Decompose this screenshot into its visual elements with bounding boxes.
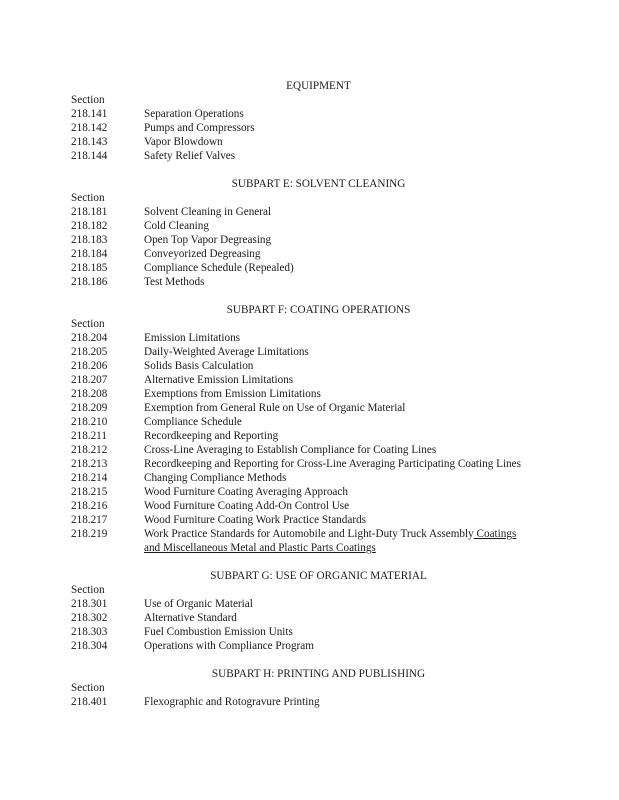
section-number: 218.208 — [71, 388, 108, 400]
section-number: 218.183 — [71, 234, 108, 246]
section-title: Solids Basis Calculation — [144, 360, 254, 372]
section-number: 218.209 — [71, 402, 108, 414]
section-title: Fuel Combustion Emission Units — [144, 626, 293, 638]
toc-row — [0, 275, 619, 289]
subpart-heading: SUBPART G: USE OF ORGANIC MATERIAL — [210, 570, 427, 582]
toc-row — [0, 149, 619, 163]
section-title: Alternative Standard — [144, 612, 237, 624]
section-title: Alternative Emission Limitations — [144, 374, 294, 386]
toc-row — [0, 261, 619, 275]
section-title: Exemptions from Emission Limitations — [144, 388, 321, 400]
section-title: Recordkeeping and Reporting — [144, 430, 279, 442]
section-number: 218.301 — [71, 598, 108, 610]
toc-row — [0, 597, 619, 611]
section-title: Work Practice Standards for Automobile and Light-Duty Truck Assembly Coatings and Miscellaneous Metal and Plastic Parts Coatings — [144, 528, 517, 554]
section-title: Solvent Cleaning in General — [144, 206, 272, 218]
toc-row — [0, 695, 619, 709]
section-gap — [0, 653, 619, 667]
toc-row — [0, 457, 619, 471]
subpart-heading: SUBPART E: SOLVENT CLEANING — [231, 178, 406, 190]
toc-row — [0, 415, 619, 429]
toc-row — [0, 429, 619, 443]
section-number: 218.205 — [71, 346, 108, 358]
section-number: 218.212 — [71, 444, 108, 456]
toc-row — [0, 611, 619, 625]
subpart-heading: SUBPART H: PRINTING AND PUBLISHING — [211, 668, 426, 680]
section-number: 218.206 — [71, 360, 108, 372]
toc-row — [0, 345, 619, 359]
section-title: Wood Furniture Coating Work Practice Standards — [144, 514, 367, 526]
section-number: 218.401 — [71, 696, 108, 708]
section-gap — [0, 289, 619, 303]
toc-row — [0, 625, 619, 639]
section-gap — [0, 555, 619, 569]
toc-row — [0, 135, 619, 149]
toc-row — [0, 107, 619, 121]
toc-row — [0, 401, 619, 415]
document-page — [0, 79, 619, 709]
section-number: 218.303 — [71, 626, 108, 638]
section-title-addition: Coatings and Miscellaneous Metal and Plastic Parts Coatings — [144, 528, 517, 554]
section-number: 218.210 — [71, 416, 108, 428]
section-title: Operations with Compliance Program — [144, 640, 314, 652]
section-title: Wood Furniture Coating Averaging Approach — [144, 486, 348, 498]
section-number: 218.213 — [71, 458, 108, 470]
section-number: 218.302 — [71, 612, 108, 624]
section-number: 218.184 — [71, 248, 108, 260]
toc-row — [0, 121, 619, 135]
section-title: Daily-Weighted Average Limitations — [144, 346, 309, 358]
toc-row — [0, 331, 619, 345]
section-title: Conveyorized Degreasing — [144, 248, 261, 260]
section-label: Section — [71, 584, 105, 596]
section-title: Vapor Blowdown — [144, 136, 223, 148]
section-title: Open Top Vapor Degreasing — [144, 234, 272, 246]
section-title: Safety Relief Valves — [144, 150, 236, 162]
section-number: 218.144 — [71, 150, 108, 162]
section-title: Pumps and Compressors — [144, 122, 255, 134]
section-title: Recordkeeping and Reporting for Cross-Line Averaging Participating Coating Lines — [144, 458, 521, 470]
section-number: 218.217 — [71, 514, 108, 526]
section-number: 218.204 — [71, 332, 108, 344]
section-number: 218.182 — [71, 220, 108, 232]
section-label: Section — [71, 682, 105, 694]
toc-row — [0, 205, 619, 219]
toc-row — [0, 373, 619, 387]
section-number: 218.216 — [71, 500, 108, 512]
toc-row — [0, 485, 619, 499]
section-number: 218.141 — [71, 108, 108, 120]
section-label: Section — [71, 318, 105, 330]
toc-row — [0, 233, 619, 247]
toc-row — [0, 247, 619, 261]
section-number: 218.215 — [71, 486, 108, 498]
toc-row — [0, 359, 619, 373]
section-number: 218.211 — [71, 430, 107, 442]
section-number: 218.181 — [71, 206, 108, 218]
section-title: Flexographic and Rotogravure Printing — [144, 696, 320, 708]
section-number: 218.142 — [71, 122, 108, 134]
subpart-heading: SUBPART F: COATING OPERATIONS — [226, 304, 411, 316]
section-label: Section — [71, 94, 105, 106]
section-title: Test Methods — [144, 276, 205, 288]
section-title: Exemption from General Rule on Use of Organic Material — [144, 402, 406, 414]
section-number: 218.185 — [71, 262, 108, 274]
toc-row — [0, 639, 619, 653]
toc-row — [0, 513, 619, 527]
subpart-heading: EQUIPMENT — [286, 80, 351, 92]
section-label: Section — [71, 192, 105, 204]
section-title: Cross-Line Averaging to Establish Compliance for Coating Lines — [144, 444, 437, 456]
section-number: 218.143 — [71, 136, 108, 148]
toc-row — [0, 387, 619, 401]
toc-row — [0, 499, 619, 513]
section-number: 218.304 — [71, 640, 108, 652]
section-number: 218.214 — [71, 472, 108, 484]
toc-row — [0, 471, 619, 485]
section-title: Emission Limitations — [144, 332, 241, 344]
section-title: Wood Furniture Coating Add-On Control Use — [144, 500, 350, 512]
section-number: 218.207 — [71, 374, 108, 386]
section-title: Cold Cleaning — [144, 220, 209, 232]
section-gap — [0, 163, 619, 177]
section-title: Separation Operations — [144, 108, 244, 120]
section-number: 218.219 — [71, 528, 108, 540]
section-title: Use of Organic Material — [144, 598, 253, 610]
toc-row — [0, 219, 619, 233]
section-title: Changing Compliance Methods — [144, 472, 287, 484]
section-title: Compliance Schedule — [144, 416, 242, 428]
section-number: 218.186 — [71, 276, 108, 288]
toc-row — [0, 443, 619, 457]
section-title: Compliance Schedule (Repealed) — [144, 262, 294, 274]
toc-row — [0, 527, 619, 555]
